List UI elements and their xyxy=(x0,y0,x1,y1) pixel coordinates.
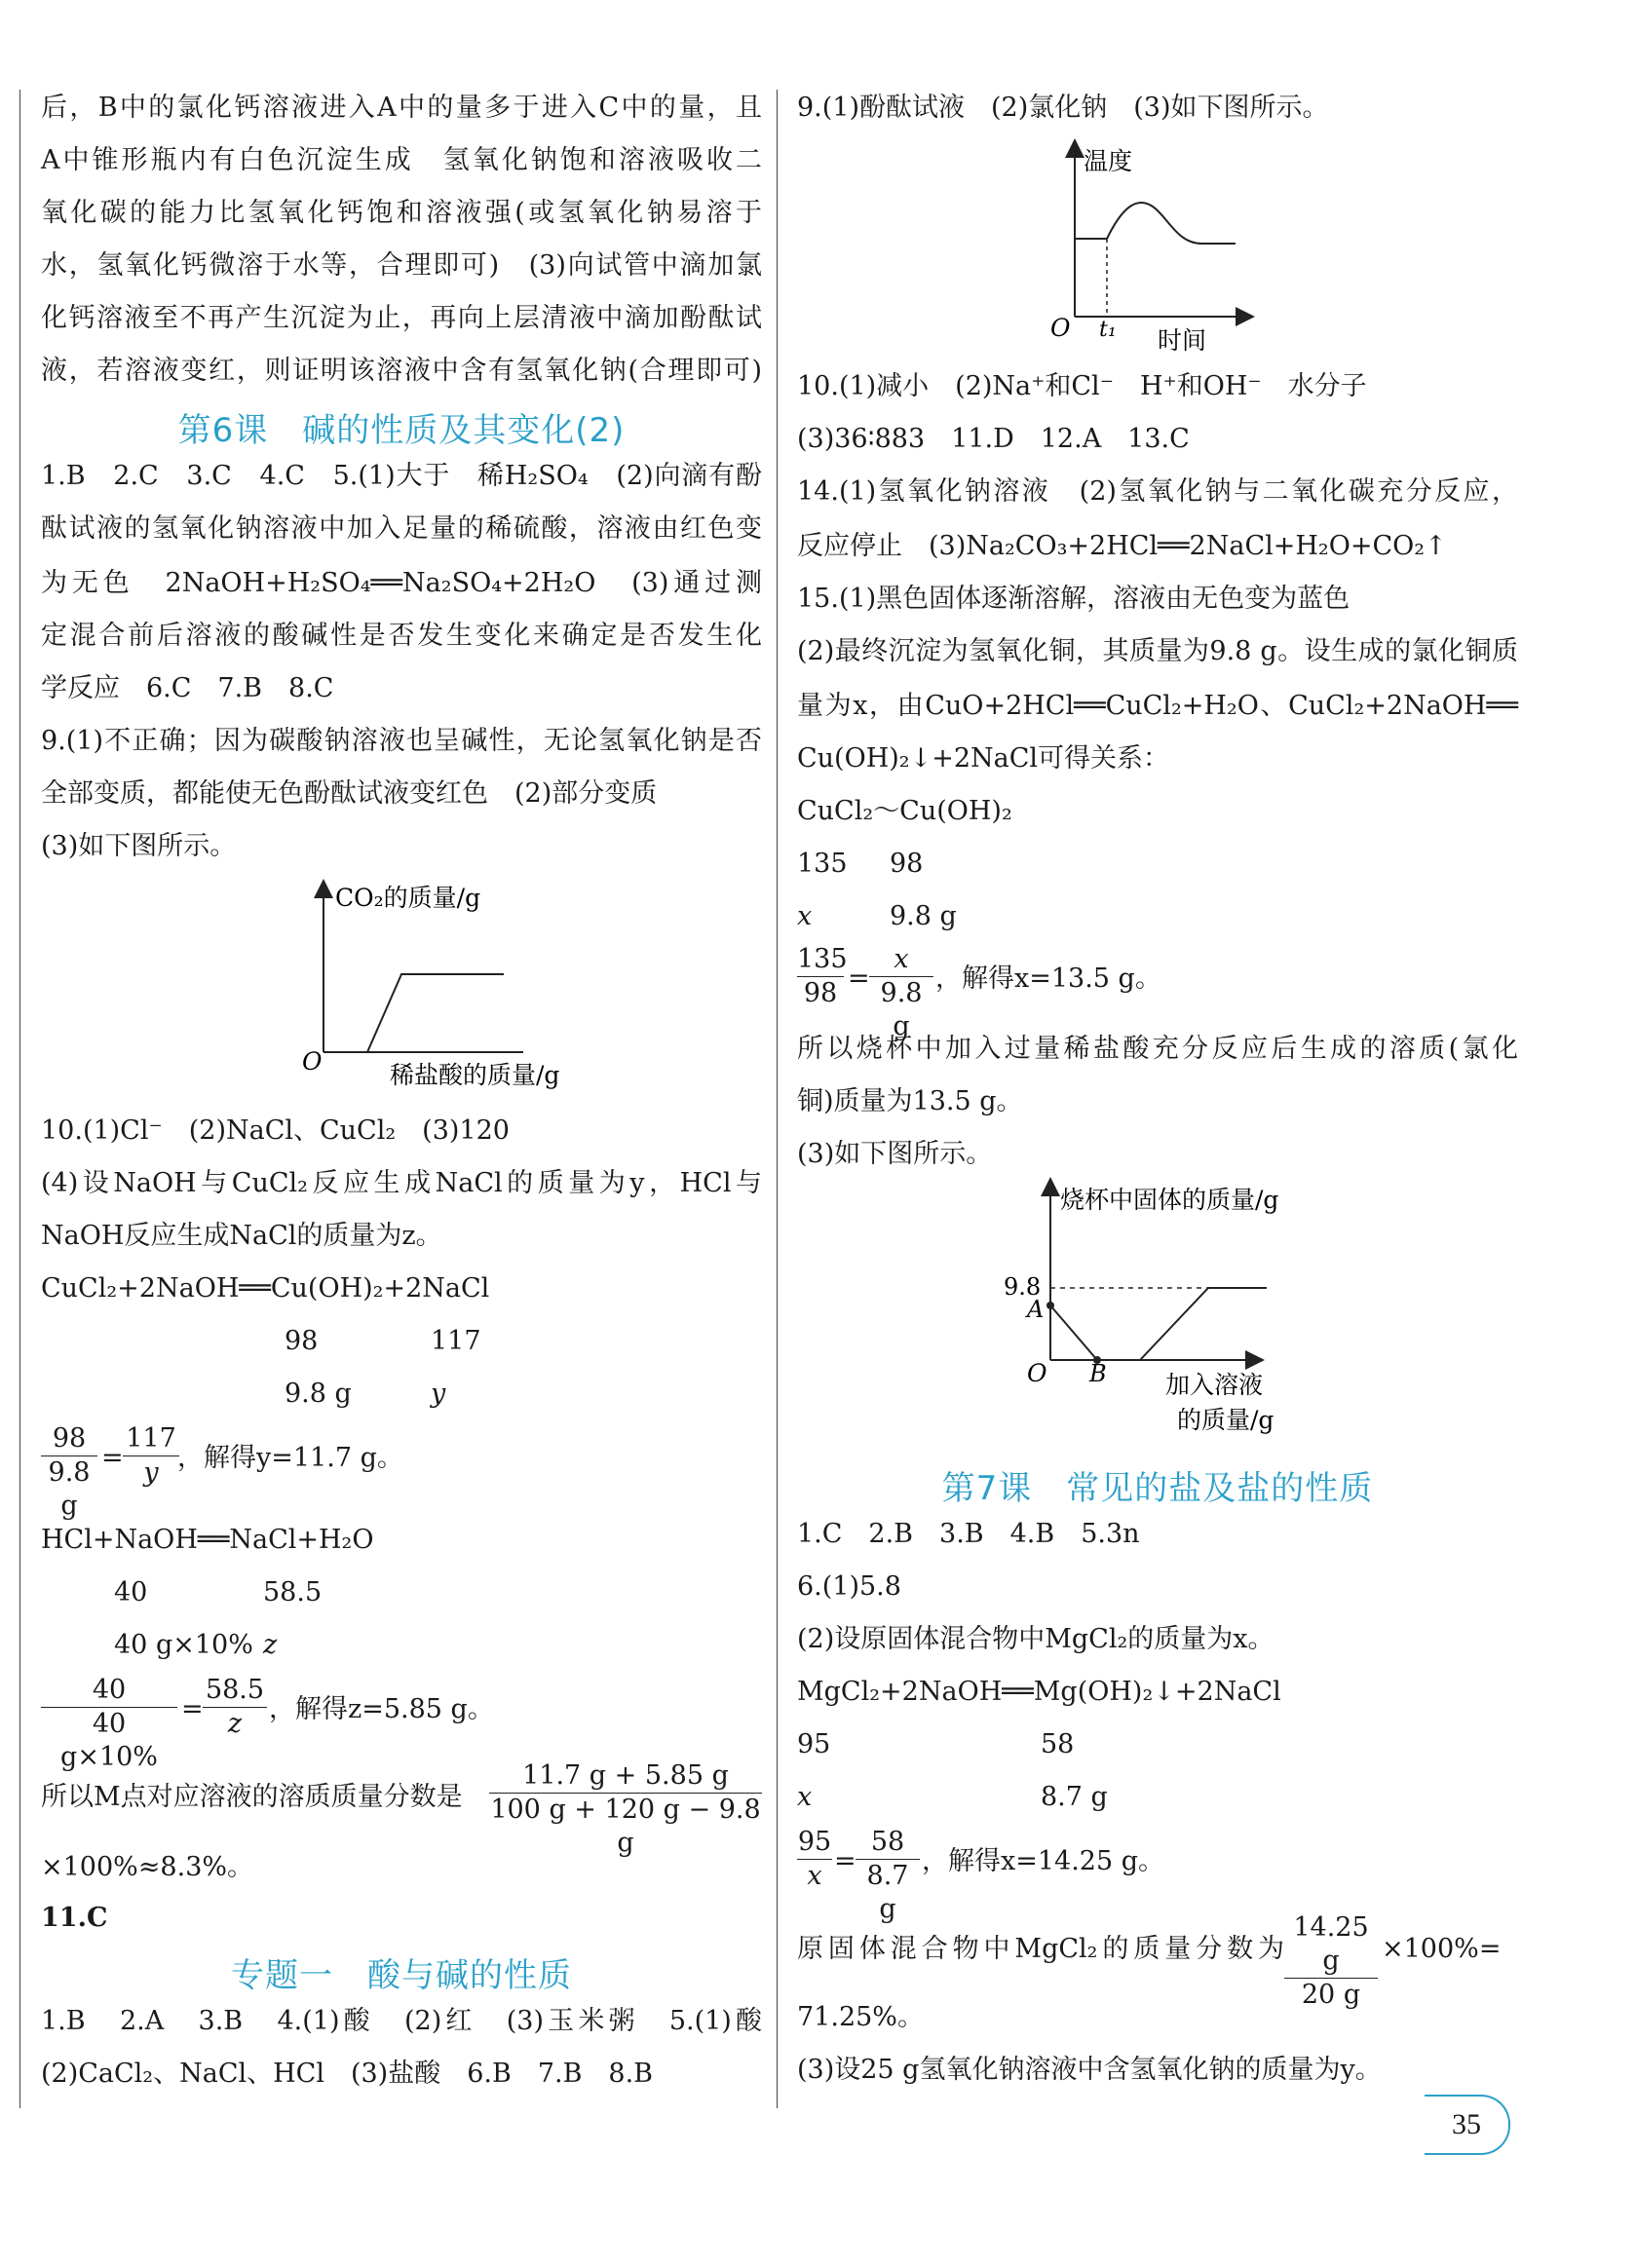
eq-value: 98 xyxy=(890,849,924,879)
text-line: 所以烧杯中加入过量稀盐酸充分反应后生成的溶质(氯化 xyxy=(797,1034,1518,1064)
topic-1-heading: 专题一 酸与碱的性质 xyxy=(231,1956,572,1995)
graph-ylabel: 温度 xyxy=(1084,147,1133,175)
eq-value: 8.7 g xyxy=(1041,1782,1108,1812)
text-line: ×100%≈8.3%。 xyxy=(41,1852,254,1882)
equation: MgCl₂+2NaOH══Mg(OH)₂↓+2NaCl xyxy=(797,1677,1281,1707)
text-line: (2)CaCl₂、NaCl、HCl (3)盐酸 6.B 7.B 8.B xyxy=(41,2059,654,2089)
graph-xlabel: 的质量/g xyxy=(1177,1406,1275,1434)
text-line: Cu(OH)₂↓+2NaCl可得关系： xyxy=(797,743,1170,774)
graph-xlabel: 加入溶液 xyxy=(1165,1371,1264,1399)
fraction: $\frac{95}{x}$ xyxy=(797,1827,832,1891)
equation: CuCl₂+2NaOH══Cu(OH)₂+2NaCl xyxy=(41,1273,490,1304)
graph-origin: O xyxy=(302,1047,323,1076)
eq-value: 40 g×10% xyxy=(114,1630,253,1660)
eq-value: y xyxy=(431,1379,446,1409)
relation: CuCl₂～Cu(OH)₂ xyxy=(797,796,1012,826)
text-line: (2)最终沉淀为氢氧化铜，其质量为9.8 g。设生成的氯化铜质 xyxy=(797,636,1518,666)
text-line: 化钙溶液至不再产生沉淀为止，再向上层清液中滴加酚酞试 xyxy=(41,303,762,333)
eq-value: x xyxy=(797,1782,813,1812)
text-line: (3)36∶883 11.D 12.A 13.C xyxy=(797,424,1190,454)
text-line: 11.C xyxy=(41,1903,108,1933)
graph-point-A: A xyxy=(1027,1296,1045,1323)
fraction: $\frac{98}{9.8 g}$ xyxy=(41,1422,97,1523)
page-number: 35 xyxy=(1425,2095,1510,2155)
fraction: $\frac{117}{y}$ xyxy=(123,1422,179,1490)
graph-origin: O xyxy=(1027,1359,1047,1387)
text-line: 14.(1)氢氧化钠溶液 (2)氢氧化钠与二氧化碳充分反应， xyxy=(797,476,1518,507)
text-line: 9.(1)酚酞试液 (2)氯化钠 (3)如下图所示。 xyxy=(797,93,1329,123)
text-line: 所以M点对应溶液的溶质质量分数是 xyxy=(41,1782,463,1812)
temperature-graph xyxy=(1031,136,1343,360)
text-line: 量为x，由CuO+2HCl══CuCl₂+H₂O、CuCl₂+2NaOH══ xyxy=(797,691,1518,721)
text-line: 学反应 6.C 7.B 8.C xyxy=(41,673,334,703)
graph-tick: 9.8 xyxy=(1004,1273,1042,1301)
graph-ylabel: CO₂的质量/g xyxy=(335,884,481,912)
graph-xlabel: 稀盐酸的质量/g xyxy=(390,1061,560,1089)
eq-value: x xyxy=(797,901,813,931)
text-line: (3)如下图所示。 xyxy=(797,1139,993,1169)
text-line: NaOH反应生成NaCl的质量为z。 xyxy=(41,1221,442,1251)
fraction: $\frac{40}{40 g\times 10\%}$ xyxy=(41,1674,177,1774)
text-line: 全部变质，都能使无色酚酞试液变红色 (2)部分变质 xyxy=(41,778,658,809)
lesson-6-heading: 第6课 碱的性质及其变化(2) xyxy=(177,411,626,450)
text-line: 原固体混合物中MgCl₂的质量分数为 xyxy=(797,1934,1284,1964)
fraction: $\frac{58}{8.7 g}$ xyxy=(856,1826,920,1926)
eq-value: 58 xyxy=(1041,1729,1075,1759)
result: ，解得z=5.85 g。 xyxy=(269,1694,494,1724)
text-line: A中锥形瓶内有白色沉淀生成 氢氧化钠饱和溶液吸收二 xyxy=(41,145,762,175)
text-line: ×100%= xyxy=(1382,1934,1502,1964)
fraction: $\frac{11.7 g + 5.85 g}{100 g + 120 g - 9.8 g}$ xyxy=(490,1760,761,1858)
left-margin-rule xyxy=(19,90,20,2108)
lesson-7-heading: 第7课 常见的盐及盐的性质 xyxy=(941,1469,1374,1508)
text-line: (2)设原固体混合物中MgCl₂的质量为x。 xyxy=(797,1624,1275,1654)
text-line: (3)设25 g氢氧化钠溶液中含氢氧化钠的质量为y。 xyxy=(797,2055,1382,2085)
text-line: 9.(1)不正确；因为碳酸钠溶液也呈碱性，无论氢氧化钠是否 xyxy=(41,726,762,756)
eq-value: 9.8 g xyxy=(890,901,957,931)
text-line: 酞试液的氢氧化钠溶液中加入足量的稀硫酸，溶液由红色变 xyxy=(41,513,762,544)
result: ，解得x=14.25 g。 xyxy=(922,1846,1165,1876)
text-line: 6.(1)5.8 xyxy=(797,1571,901,1602)
graph-origin: O xyxy=(1050,314,1071,342)
fraction: $\frac{14.25 g}{20 g}$ xyxy=(1284,1911,1378,2012)
fraction: $\frac{x}{9.8 g}$ xyxy=(869,943,933,1043)
text-line: 10.(1)Cl⁻ (2)NaCl、CuCl₂ (3)120 xyxy=(41,1115,510,1146)
graph-point-B: B xyxy=(1089,1360,1107,1387)
eq-value: z xyxy=(263,1630,278,1660)
equation: HCl+NaOH══NaCl+H₂O xyxy=(41,1525,374,1555)
eq-value: 117 xyxy=(431,1326,481,1356)
column-divider xyxy=(777,90,778,2108)
eq-value: 58.5 xyxy=(263,1577,323,1607)
solid-mass-graph xyxy=(982,1175,1372,1448)
eq-value: 135 xyxy=(797,849,848,879)
eq-value: 95 xyxy=(797,1729,831,1759)
text-line: 为无色 2NaOH+H₂SO₄══Na₂SO₄+2H₂O (3)通过测 xyxy=(41,568,762,598)
text-line: 1.C 2.B 3.B 4.B 5.3n xyxy=(797,1519,1140,1549)
result: ，解得y=11.7 g。 xyxy=(177,1443,403,1473)
text-line: 71.25%。 xyxy=(797,2002,924,2032)
text-line: 后，B中的氯化钙溶液进入A中的量多于进入C中的量，且 xyxy=(41,93,762,123)
fraction: $\frac{58.5}{z}$ xyxy=(203,1674,267,1741)
eq-value: 9.8 g xyxy=(285,1379,352,1409)
text-line: 铜)质量为13.5 g。 xyxy=(797,1086,1023,1116)
fraction: $\frac{135}{98}$ xyxy=(797,944,848,1008)
text-line: 定混合前后溶液的酸碱性是否发生变化来确定是否发生化 xyxy=(41,621,762,651)
eq-value: 40 xyxy=(114,1577,148,1607)
result: ，解得x=13.5 g。 xyxy=(935,964,1161,994)
text-line: 1.B 2.A 3.B 4.(1)酸 (2)红 (3)玉米粥 5.(1)酸 xyxy=(41,2006,762,2036)
text-line: 反应停止 (3)Na₂CO₃+2HCl══2NaCl+H₂O+CO₂↑ xyxy=(797,531,1447,561)
eq-value: 98 xyxy=(285,1326,319,1356)
graph-xlabel: 时间 xyxy=(1158,326,1207,355)
text-line: (4)设NaOH与CuCl₂反应生成NaCl的质量为y，HCl与 xyxy=(41,1168,762,1198)
text-line: 水，氢氧化钙微溶于水等，合理即可) (3)向试管中滴加氯 xyxy=(41,250,762,281)
text-line: 15.(1)黑色固体逐渐溶解，溶液由无色变为蓝色 xyxy=(797,584,1351,614)
text-line: 氧化碳的能力比氢氧化钙饱和溶液强(或氢氧化钠易溶于 xyxy=(41,198,762,228)
text-line: 1.B 2.C 3.C 4.C 5.(1)大于 稀H₂SO₄ (2)向滴有酚 xyxy=(41,461,762,491)
graph-t1: t₁ xyxy=(1099,318,1117,342)
text-line: 10.(1)减小 (2)Na⁺和Cl⁻ H⁺和OH⁻ 水分子 xyxy=(797,371,1367,401)
co2-mass-graph xyxy=(255,867,626,1101)
graph-ylabel: 烧杯中固体的质量/g xyxy=(1060,1186,1279,1214)
text-line: 液，若溶液变红，则证明该溶液中含有氢氧化钠(合理即可) xyxy=(41,356,762,386)
text-line: (3)如下图所示。 xyxy=(41,831,237,861)
